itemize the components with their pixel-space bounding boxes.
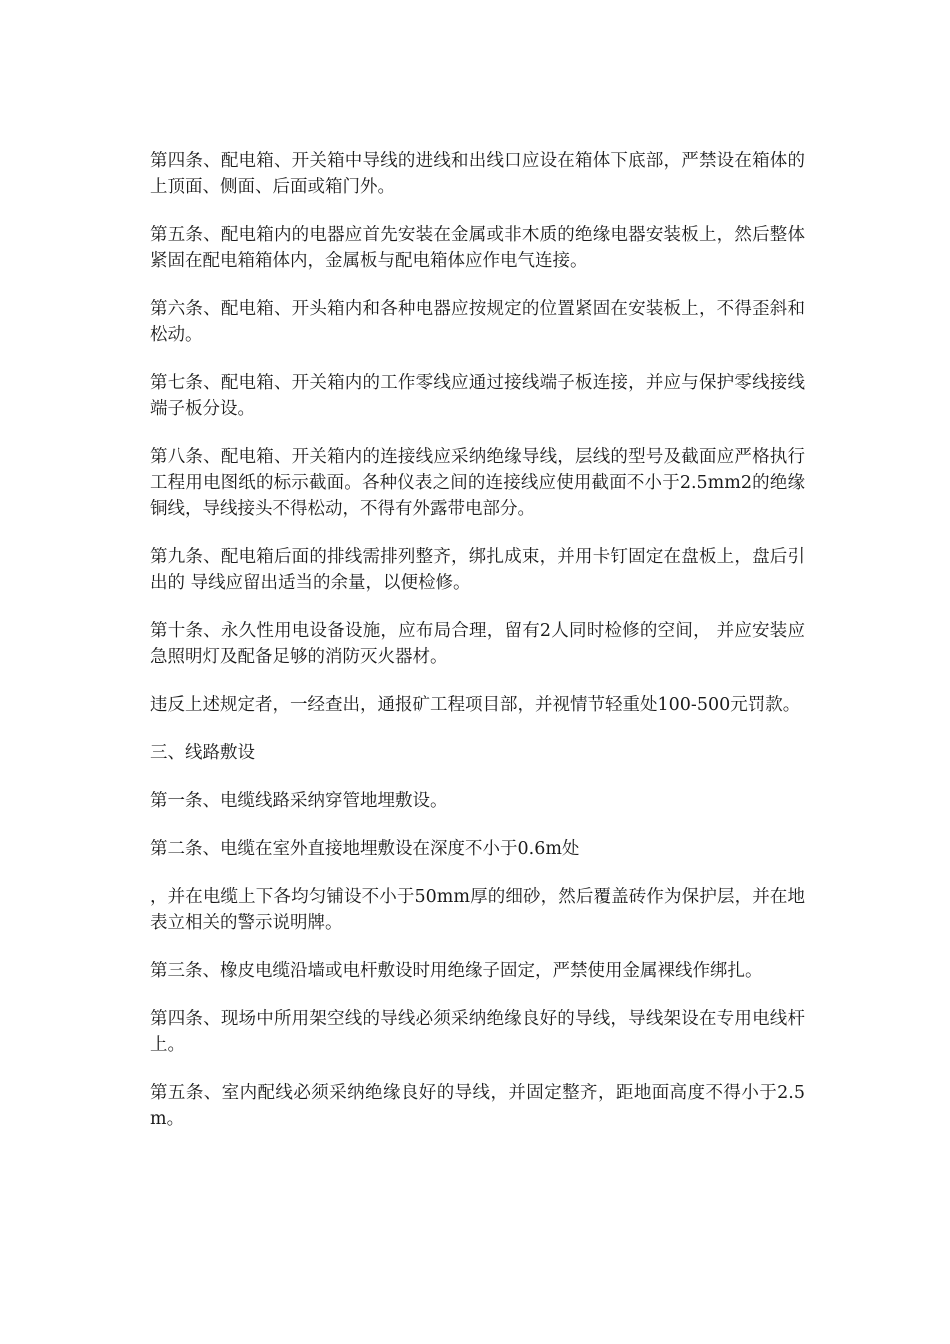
paragraph-article-7-neutral-terminal: 第七条、配电箱、开关箱内的工作零线应通过接线端子板连接，并应与保护零线接线端子板分设。 (150, 373, 805, 419)
paragraph-line-article-1: 第一条、电缆线路采纳穿管地埋敷设。 (150, 791, 448, 811)
paragraph-article-5-mounting-plate: 第五条、配电箱内的电器应首先安装在金属或非木质的绝缘电器安装板上，然后整体紧固在配电箱箱体内，金属板与配电箱体应作电气连接。 (150, 225, 805, 271)
paragraph-article-6-fixing: 第六条、配电箱、开头箱内和各种电器应按规定的位置紧固在安装板上，不得歪斜和松动。 (150, 299, 805, 345)
paragraph-line-article-5: 第五条、室内配线必须采纳绝缘良好的导线，并固定整齐，距地面高度不得小于2.5m。 (150, 1083, 805, 1129)
paragraph-article-8-connecting-wire: 第八条、配电箱、开关箱内的连接线应采纳绝缘导线，层线的型号及截面应严格执行工程用电图纸的标示截面。各种仪表之间的连接线应使用截面不小于2.5mm2的绝缘铜线，导线接头不得松动，不得有外露带电部分。 (150, 447, 805, 519)
paragraph-article-9-cable-arrangement: 第九条、配电箱后面的排线需排列整齐，绑扎成束，并用卡钉固定在盘板上，盘后引出的 导线应留出适当的余量，以便检修。 (150, 547, 805, 593)
paragraph-line-article-3: 第三条、橡皮电缆沿墙或电杆敷设时用绝缘子固定，严禁使用金属裸线作绑扎。 (150, 961, 763, 981)
paragraph-article-10-permanent-equipment: 第十条、永久性用电设备设施，应布局合理，留有2人同时检修的空间， 并应安装应急照明灯及配备足够的消防灭火器材。 (150, 621, 805, 667)
paragraph-article-4-box-wiring: 第四条、配电箱、开关箱中导线的进线和出线口应设在箱体下底部，严禁设在箱体的上顶面、侧面、后面或箱门外。 (150, 151, 805, 197)
document-body (150, 148, 805, 1154)
paragraph-line-article-2-continued: ，并在电缆上下各均匀铺设不小于50mm厚的细砂，然后覆盖砖作为保护层，并在地表立相关的警示说明牌。 (150, 887, 805, 933)
paragraph-penalty: 违反上述规定者，一经查出，通报矿工程项目部，并视情节轻重处100-500元罚款。 (150, 695, 801, 715)
section-heading-line-laying: 三、线路敷设 (150, 743, 255, 763)
paragraph-line-article-2: 第二条、电缆在室外直接地埋敷设在深度不小于0.6m处 (150, 839, 580, 859)
paragraph-line-article-4: 第四条、现场中所用架空线的导线必须采纳绝缘良好的导线，导线架设在专用电线杆上。 (150, 1009, 805, 1055)
